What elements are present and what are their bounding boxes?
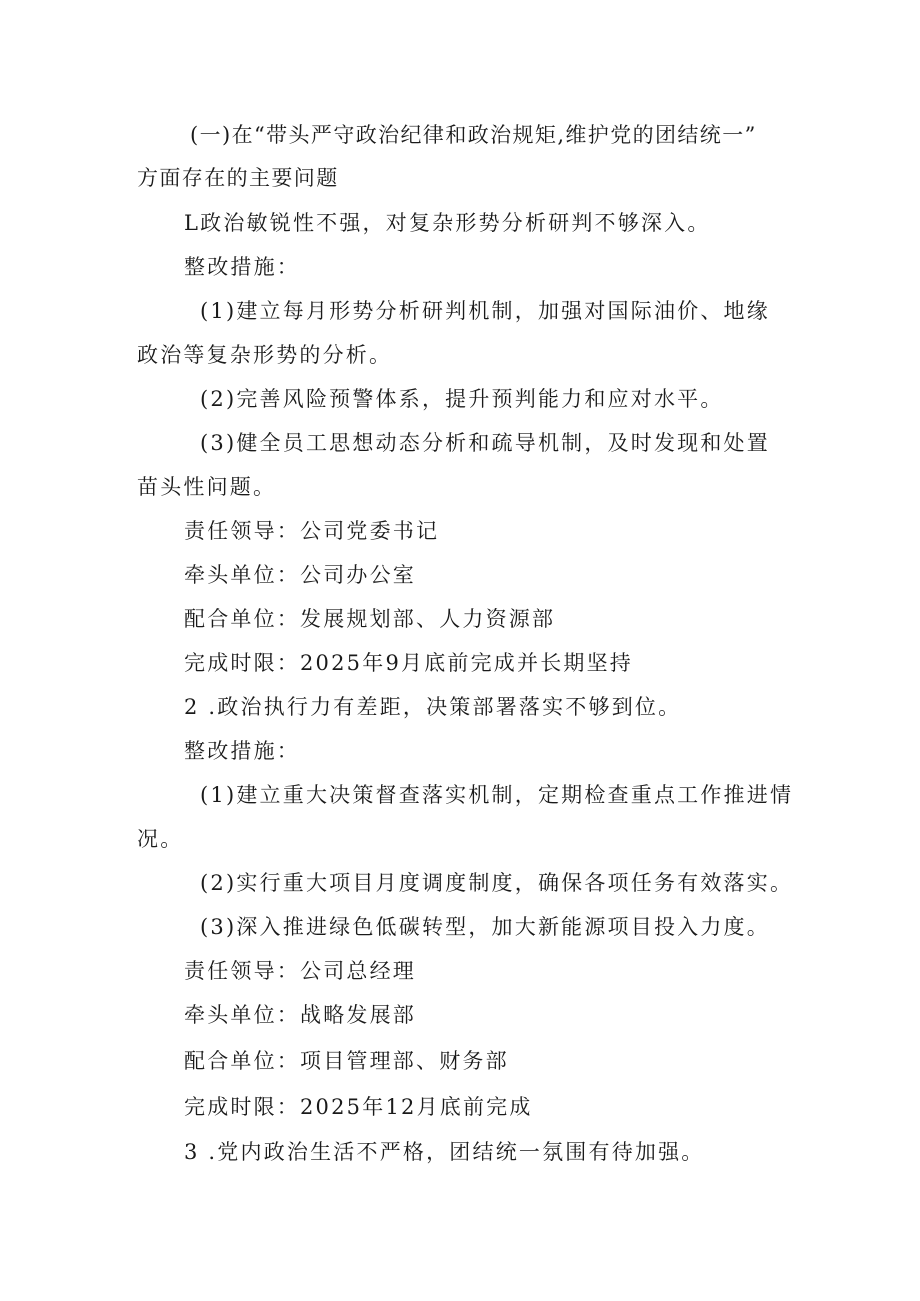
item-2-deadline: 完成时限：2025年12月底前完成	[184, 1095, 533, 1119]
item-1-measure-3-line1: (3)健全员工思想动态分析和疏导机制，及时发现和处置	[200, 431, 770, 455]
section-heading-line2: 方面存在的主要问题	[137, 166, 339, 190]
item-1-measures-label: 整改措施：	[184, 255, 300, 279]
section-heading-line1: (一)在“带头严守政治纪律和政治规矩,维护党的团结统一”	[190, 123, 757, 147]
item-2-measure-1-line1: (1)建立重大决策督查落实机制，定期检查重点工作推进情	[200, 783, 794, 807]
item-1-measure-1-line2: 政治等复杂形势的分析。	[137, 343, 393, 367]
item-2-cooperating-units: 配合单位：项目管理部、财务部	[184, 1049, 509, 1073]
item-1-measure-1-line1: (1)建立每月形势分析研判机制，加强对国际油价、地缘	[200, 299, 770, 323]
item-1-lead-unit: 牵头单位：公司办公室	[184, 563, 416, 587]
item-1-measure-2: (2)完善风险预警体系，提升预判能力和应对水平。	[200, 387, 724, 411]
item-1-cooperating-units: 配合单位：发展规划部、人力资源部	[184, 607, 556, 631]
item-1-measure-3-line2: 苗头性问题。	[137, 475, 277, 499]
item-2-measures-label: 整改措施：	[184, 739, 300, 763]
item-2-responsible-leader: 责任领导：公司总经理	[184, 959, 416, 983]
item-2-title: 2 .政治执行力有差距，决策部署落实不够到位。	[184, 695, 682, 719]
item-2-measure-3: (3)深入推进绿色低碳转型，加大新能源项目投入力度。	[200, 915, 770, 939]
item-3-title: 3 .党内政治生活不严格，团结统一氛围有待加强。	[184, 1140, 705, 1164]
item-2-lead-unit: 牵头单位：战略发展部	[184, 1003, 416, 1027]
item-2-measure-1-line2: 况。	[137, 827, 184, 851]
item-2-measure-2: (2)实行重大项目月度调度制度，确保各项任务有效落实。	[200, 871, 794, 895]
item-1-responsible-leader: 责任领导：公司党委书记	[184, 519, 440, 543]
item-1-deadline: 完成时限：2025年9月底前完成并长期坚持	[184, 651, 634, 675]
item-1-title: L政治敏锐性不强，对复杂形势分析研判不够深入。	[184, 211, 711, 235]
